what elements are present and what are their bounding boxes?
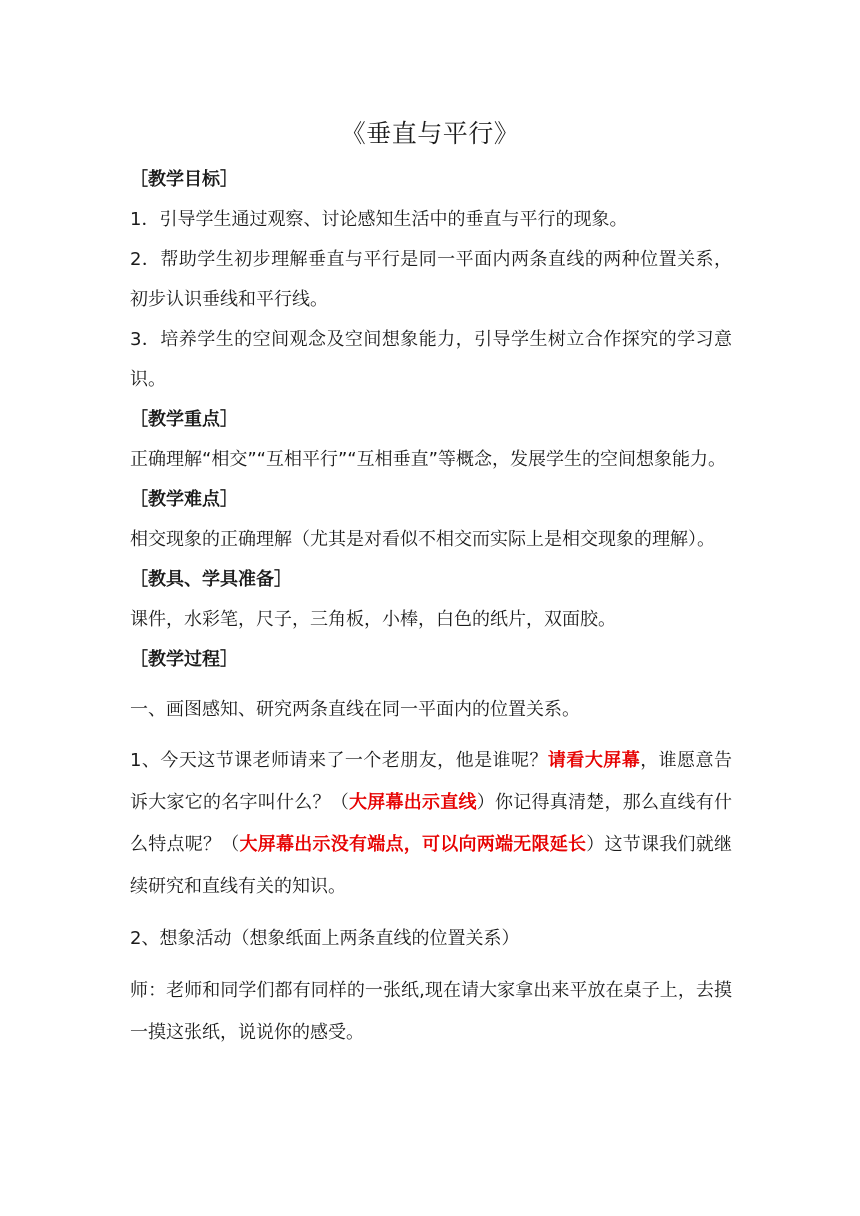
process-section-1: 一、画图感知、研究两条直线在同一平面内的位置关系。	[130, 699, 580, 720]
p1-text-a: 1、今天这节课老师请来了一个老朋友，他是谁呢？	[130, 750, 548, 771]
p1-text-c: ）你记得真清楚，那么直线有什么特点呢？（	[130, 792, 732, 855]
p1-highlight-line: 大屏幕出示直线	[349, 792, 477, 813]
goal-item-2: 2．帮助学生初步理解垂直与平行是同一平面内两条直线的两种位置关系，初步认识垂线和平行线。	[130, 249, 732, 310]
difficulties-text: 相交现象的正确理解（尤其是对看似不相交而实际上是相交现象的理解）。	[130, 529, 715, 550]
process-paragraph-3: 师：老师和同学们都有同样的一张纸,现在请大家拿出来平放在桌子上，去摸一摸这张纸，说说你的感受。	[130, 980, 732, 1043]
p1-highlight-screen: 请看大屏幕	[547, 750, 641, 771]
goals-heading: ［教学目标］	[130, 169, 238, 190]
p1-text-b: ，谁愿意告诉大家它的名字叫什么？（	[130, 750, 733, 813]
goal-item-1: 1．引导学生通过观察、讨论感知生活中的垂直与平行的现象。	[130, 209, 628, 230]
process-paragraph-2: 2、想象活动（想象纸面上两条直线的位置关系）	[130, 928, 520, 949]
document-title: 《垂直与平行》	[340, 119, 520, 148]
document-body	[130, 160, 732, 1054]
materials-heading: ［教具、学具准备］	[130, 569, 292, 590]
key-points-heading: ［教学重点］	[130, 409, 238, 430]
goal-item-3: 3．培养学生的空间观念及空间想象能力，引导学生树立合作探究的学习意识。	[130, 329, 732, 390]
p1-highlight-endless: 大屏幕出示没有端点，可以向两端无限延长	[239, 834, 587, 855]
process-paragraph-1	[130, 740, 732, 908]
difficulties-heading: ［教学难点］	[130, 489, 238, 510]
p1-text-d: ）这节课我们就继续研究和直线有关的知识。	[130, 834, 732, 897]
key-points-text: 正确理解“相交”“互相平行”“互相垂直”等概念，发展学生的空间想象能力。	[130, 449, 726, 470]
process-heading: ［教学过程］	[130, 649, 238, 670]
materials-text: 课件，水彩笔，尺子，三角板，小棒，白色的纸片，双面胶。	[130, 609, 616, 630]
